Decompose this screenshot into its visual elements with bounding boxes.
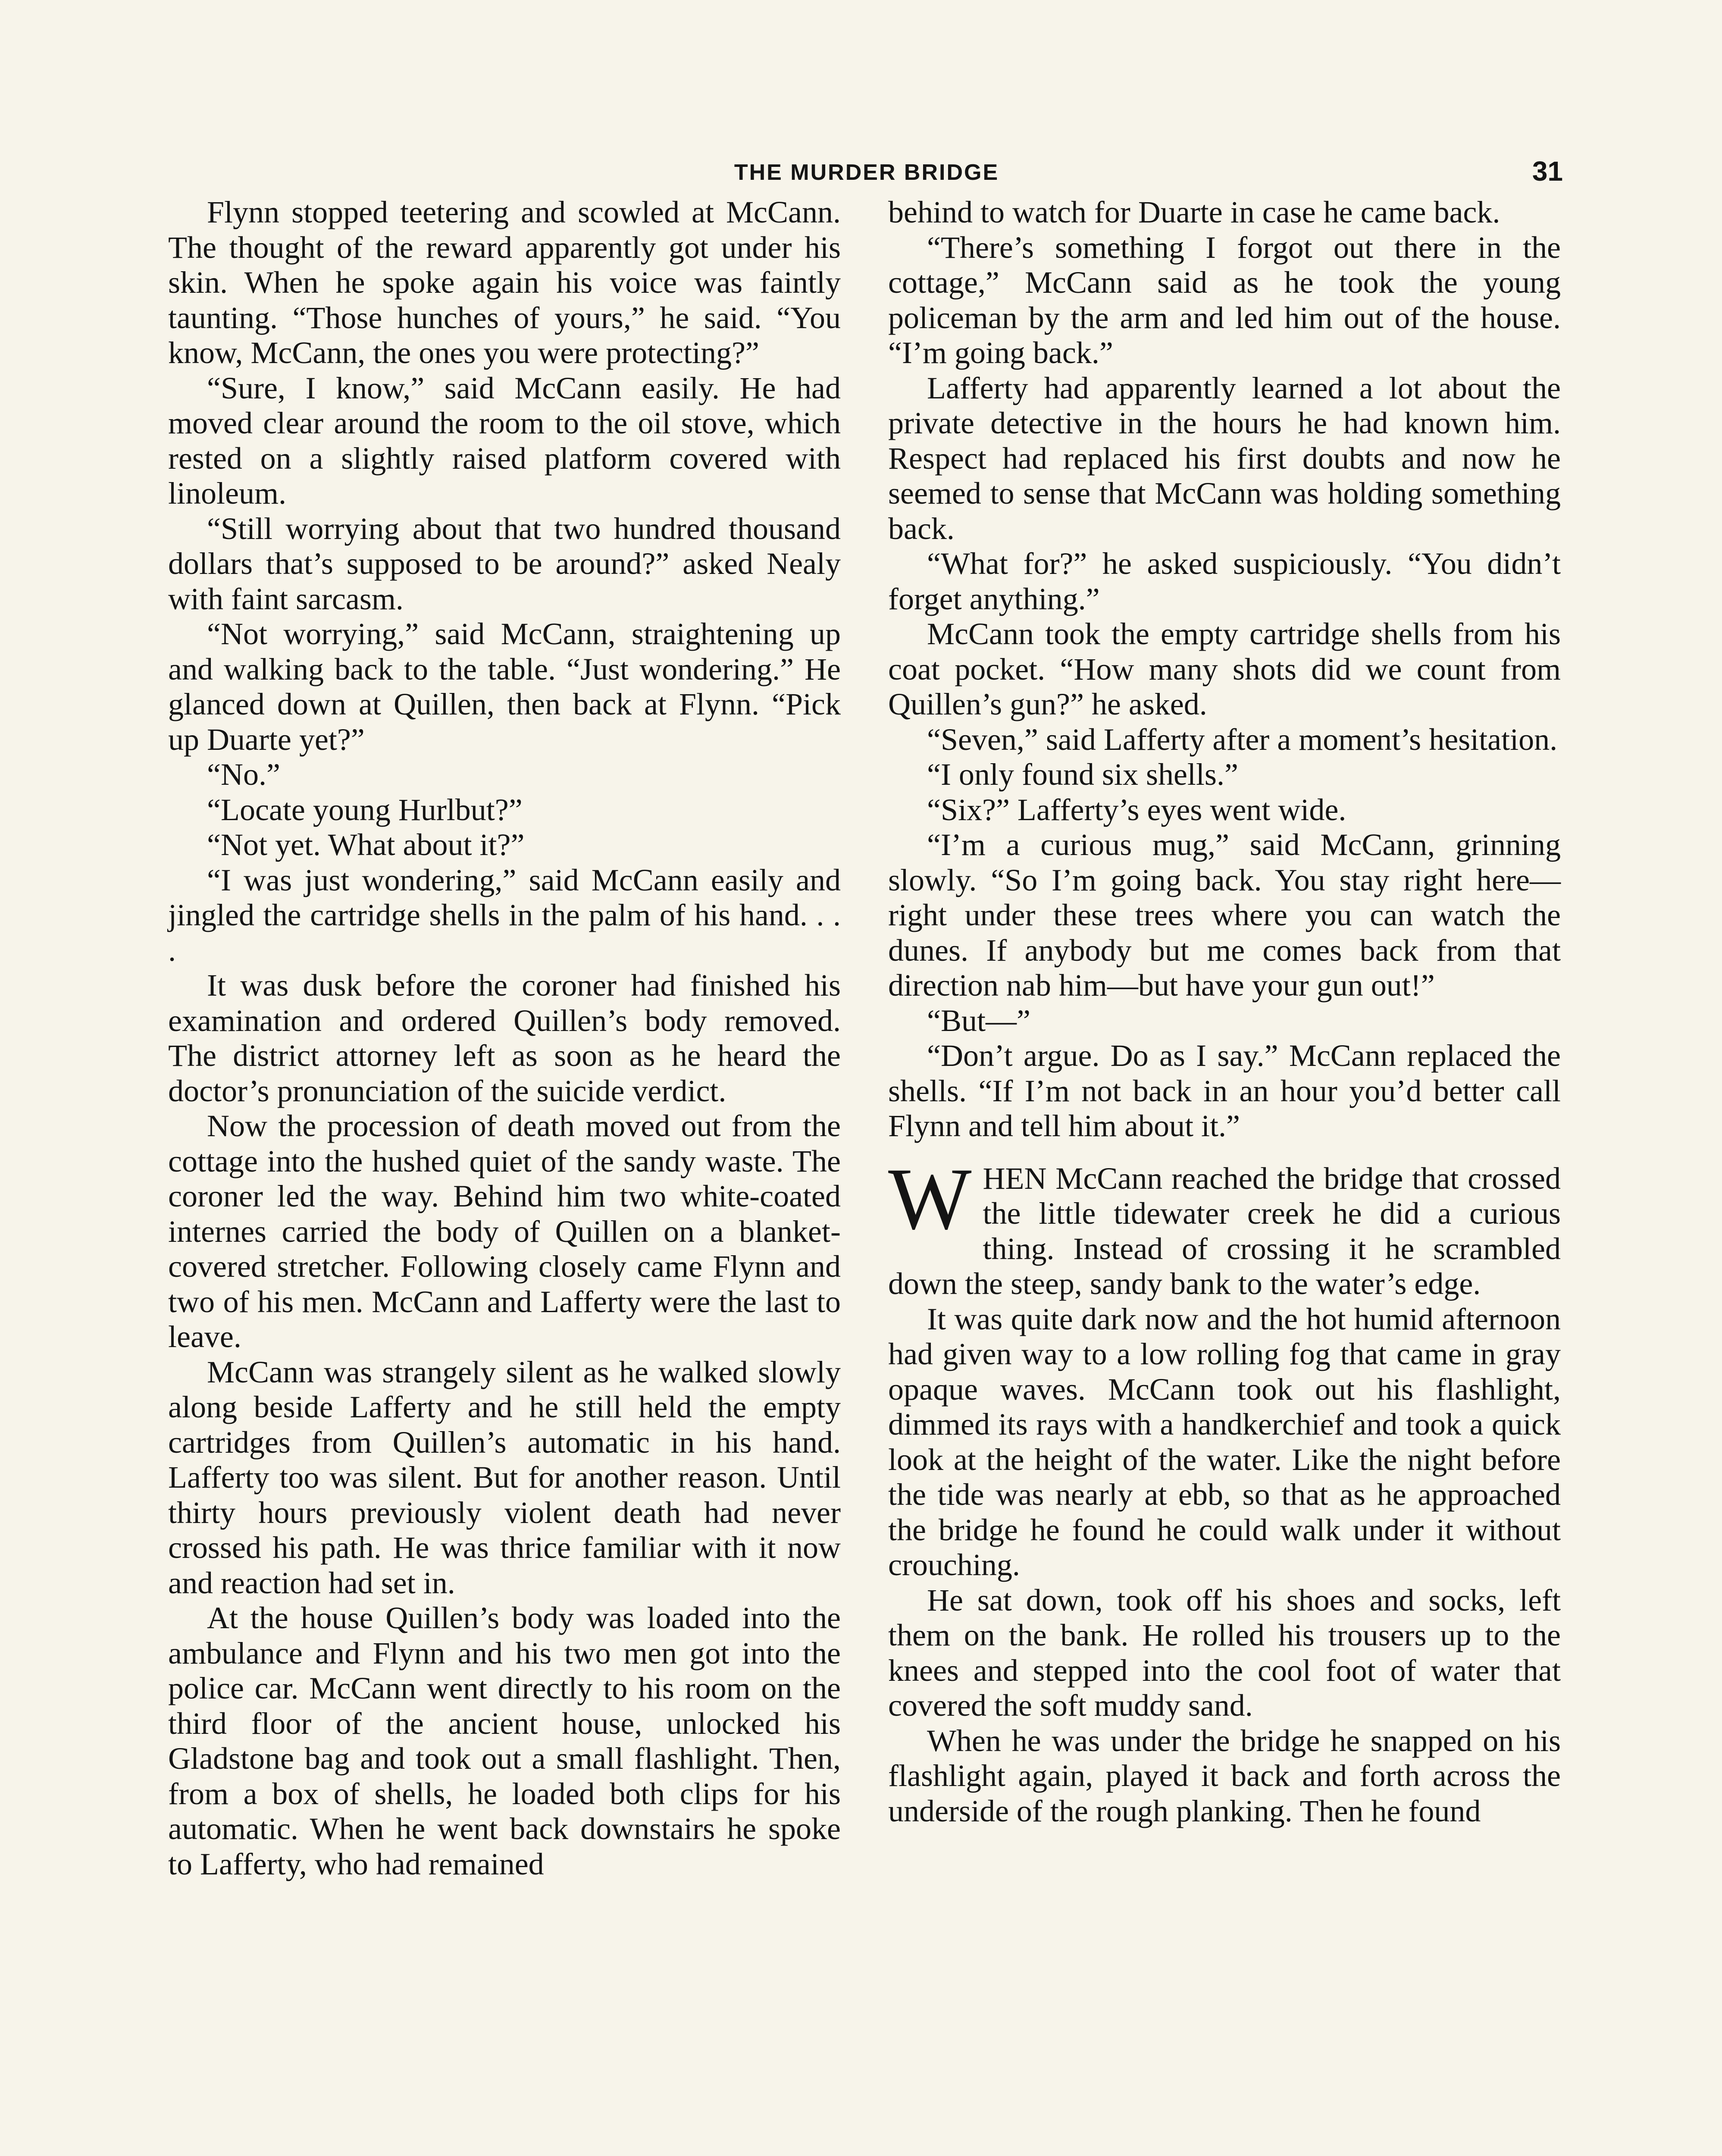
story-paragraph: “Still worrying about that two hundred thousand dollars that’s supposed to be around?” asked Nealy with faint sarcasm. bbox=[168, 511, 841, 616]
story-paragraph: It was dusk before the coroner had finished his examination and ordered Quillen’s body removed. The district attorney left as soon as he heard the doctor’s pronunciation of the suicide verdict. bbox=[168, 968, 841, 1108]
story-paragraph: “What for?” he asked suspiciously. “You didn’t forget anything.” bbox=[888, 546, 1561, 616]
story-paragraph: “Sure, I know,” said McCann easily. He had moved clear around the room to the oil stove, which rested on a slightly raised platform covered with linoleum. bbox=[168, 370, 841, 511]
continued-text: behind to watch for Duarte in case he came back. bbox=[888, 195, 1500, 229]
story-paragraph: “Locate young Hurlbut?” bbox=[207, 792, 523, 827]
left-column bbox=[168, 195, 841, 1882]
story-paragraph: “Not worrying,” said McCann, straightening up and walking back to the table. “Just wondering.” He glanced down at Quillen, then back at Flynn. “Pick up Duarte yet?” bbox=[168, 617, 841, 757]
story-paragraph: “But—” bbox=[927, 1003, 1030, 1038]
section-opening-text: HEN McCann reached the bridge that crossed the little tidewater creek he did a curious thing. Instead of crossing it he scrambled down the steep, sandy bank to the water’s edge. bbox=[888, 1161, 1561, 1301]
story-paragraph: Flynn stopped teetering and scowled at McCann. The thought of the reward apparently got under his skin. When he spoke again his voice was faintly taunting. “Those hunches of yours,” he said. “You know, McCann, the ones you were protecting?” bbox=[168, 195, 841, 370]
story-paragraph: Lafferty had apparently learned a lot about the private detective in the hours he had known him. Respect had replaced his first doubts and now he seemed to sense that McCann was holding something back. bbox=[888, 370, 1561, 546]
story-paragraph: “No.” bbox=[207, 757, 280, 792]
story-paragraph: “I’m a curious mug,” said McCann, grinning slowly. “So I’m going back. You stay right here—right under these trees where you can watch the dunes. If anybody but me comes back from that direction nab him—but have your gun out!” bbox=[888, 827, 1561, 1003]
story-paragraph: It was quite dark now and the hot humid afternoon had given way to a low rolling fog that came in gray opaque waves. McCann took out his flashlight, dimmed its rays with a handkerchief and took a quick look at the height of the water. Like the night before the tide was nearly at ebb, so that as he approached the bridge he found he could walk under it without crouching. bbox=[888, 1301, 1561, 1582]
story-paragraph: He sat down, took off his shoes and socks, left them on the bank. He rolled his trousers up to the knees and stepped into the cool foot of water that covered the soft muddy sand. bbox=[888, 1583, 1561, 1723]
running-title: THE MURDER BRIDGE bbox=[734, 160, 999, 185]
story-paragraph: Now the procession of death moved out from the cottage into the hushed quiet of the sandy waste. The coroner led the way. Behind him two white-coated internes carried the body of Quillen on a blanket-covered stretcher. Following closely came Flynn and two of his men. McCann and Lafferty were the last to leave. bbox=[168, 1109, 841, 1354]
story-paragraph: “I only found six shells.” bbox=[927, 757, 1238, 792]
story-paragraph: McCann took the empty cartridge shells from his coat pocket. “How many shots did we count from Quillen’s gun?” he asked. bbox=[888, 617, 1561, 721]
page-number: 31 bbox=[1532, 156, 1563, 187]
story-paragraph: “Six?” Lafferty’s eyes went wide. bbox=[927, 792, 1346, 827]
right-column bbox=[888, 195, 1561, 1829]
story-paragraph: “There’s something I forgot out there in the cottage,” McCann said as he took the young policeman by the arm and led him out of the house. “I’m going back.” bbox=[888, 230, 1561, 370]
running-head bbox=[170, 155, 1563, 190]
story-paragraph: “I was just wondering,” said McCann easily and jingled the cartridge shells in the palm of his hand. . . . bbox=[168, 862, 841, 968]
story-paragraph: “Not yet. What about it?” bbox=[207, 827, 525, 862]
story-paragraph: At the house Quillen’s body was loaded into the ambulance and Flynn and his two men got into the police car. McCann went directly to his room on the third floor of the ancient house, unlocked his Gladstone bag and took out a small flashlight. Then, from a box of shells, he loaded both clips for his automatic. When he went back downstairs he spoke to Lafferty, who had remained bbox=[168, 1601, 841, 1881]
section-opening-paragraph bbox=[888, 1144, 1561, 1302]
drop-cap: W bbox=[888, 1150, 972, 1248]
story-paragraph: When he was under the bridge he snapped on his flashlight again, played it back and forth across the underside of the rough planking. Then he found bbox=[888, 1723, 1561, 1828]
story-paragraph: “Seven,” said Lafferty after a moment’s hesitation. bbox=[927, 722, 1558, 757]
story-paragraph: “Don’t argue. Do as I say.” McCann replaced the shells. “If I’m not back in an hour you’d better call Flynn and tell him about it.” bbox=[888, 1038, 1561, 1143]
story-paragraph: McCann was strangely silent as he walked slowly along beside Lafferty and he still held the empty cartridges from Quillen’s automatic in his hand. Lafferty too was silent. But for another reason. Until thirty hours previously violent death had never crossed his path. He was thrice familiar with it now and reaction had set in. bbox=[168, 1354, 841, 1600]
